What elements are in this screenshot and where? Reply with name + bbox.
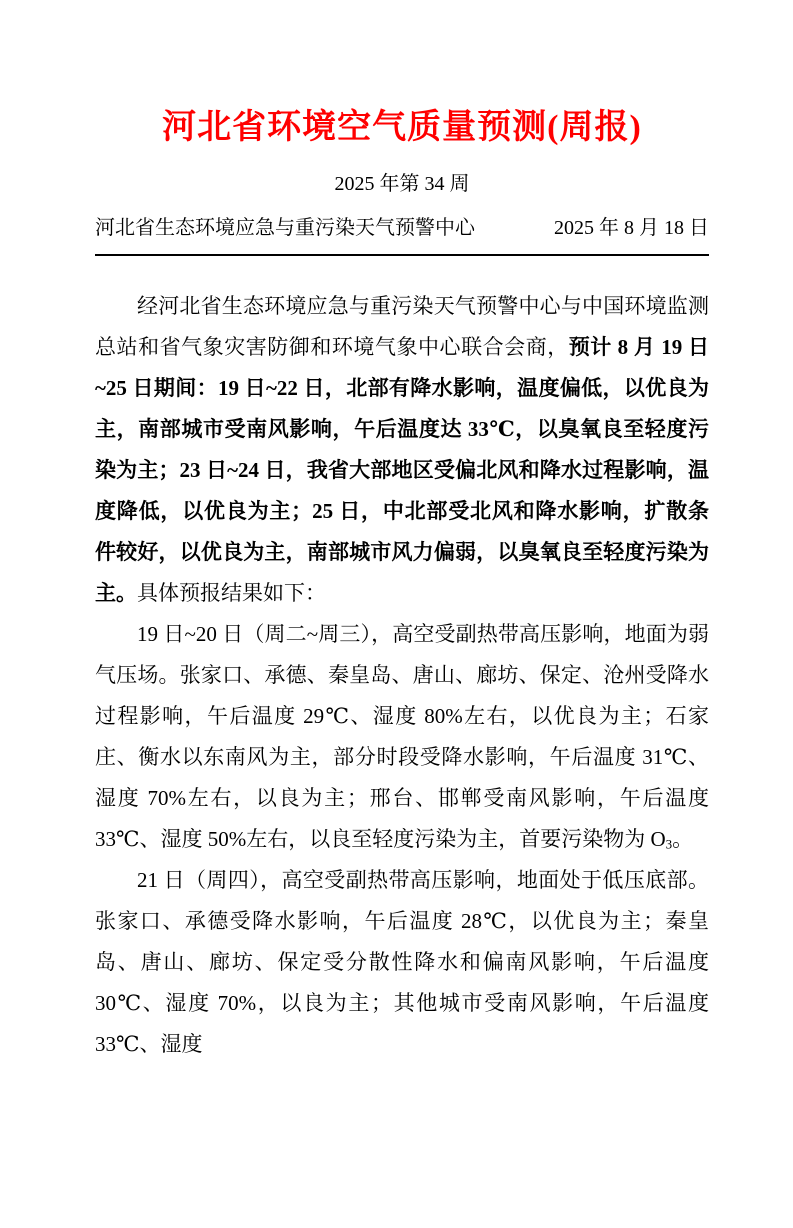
text-segment: 预计 8 月 19 日~25 日期间：19 日~22 日，北部有降水影响，温度偏低，以优良为主，南部城市受南风影响，午后温度达 33℃，以臭氧良至轻度污染为主；23 日~24 日，我省大部地区受偏北风和降水过程影响，温度降低，以优良为主；25 日，中北部受北风和降水影响，扩散条件较好，以优良为主，南部城市风力偏弱，以臭氧良至轻度污染为主。 <box>95 335 710 605</box>
header-divider <box>95 254 709 256</box>
document-title: 河北省环境空气质量预测(周报) <box>162 109 642 146</box>
paragraph <box>95 860 709 1065</box>
issuer-name: 河北省生态环境应急与重污染天气预警中心 <box>95 217 475 239</box>
paragraph <box>95 614 709 860</box>
document-page <box>0 106 793 1228</box>
text-segment: 。 <box>672 827 694 851</box>
document-body <box>95 286 709 1065</box>
text-segment: 具体预报结果如下： <box>137 581 326 605</box>
text-segment: 21 日（周四），高空受副热带高压影响，地面处于低压底部。张家口、承德受降水影响，午后温度 28℃，以优良为主；秦皇岛、唐山、廊坊、保定受分散性降水和偏南风影响，午后温度 30℃、湿度 70%，以良为主；其他城市受南风影响，午后温度 33℃、湿度 <box>95 868 709 1056</box>
text-segment: 经河北省生态环境应急与重污染天气预警中心与中国环境监测总站和省气象灾害防御和环境气象中心联合会商， <box>95 294 709 359</box>
text-segment: 3 <box>665 836 673 852</box>
paragraph <box>95 286 709 614</box>
week-label: 2025 年第 34 周 <box>334 173 470 195</box>
text-segment: 19 日~20 日（周二~周三），高空受副热带高压影响，地面为弱气压场。张家口、承德、秦皇岛、唐山、廊坊、保定、沧州受降水过程影响，午后温度 29℃、湿度 80%左右，以优良为主；石家庄、衡水以东南风为主，部分时段受降水影响，午后温度 31℃、湿度 70%左右，以良为主；邢台、邯郸受南风影响，午后温度 33℃、湿度 50%左右，以良至轻度污染为主，首要污染物为 O <box>95 622 709 851</box>
issue-date: 2025 年 8 月 18 日 <box>554 217 709 239</box>
issuer-line <box>95 214 709 242</box>
